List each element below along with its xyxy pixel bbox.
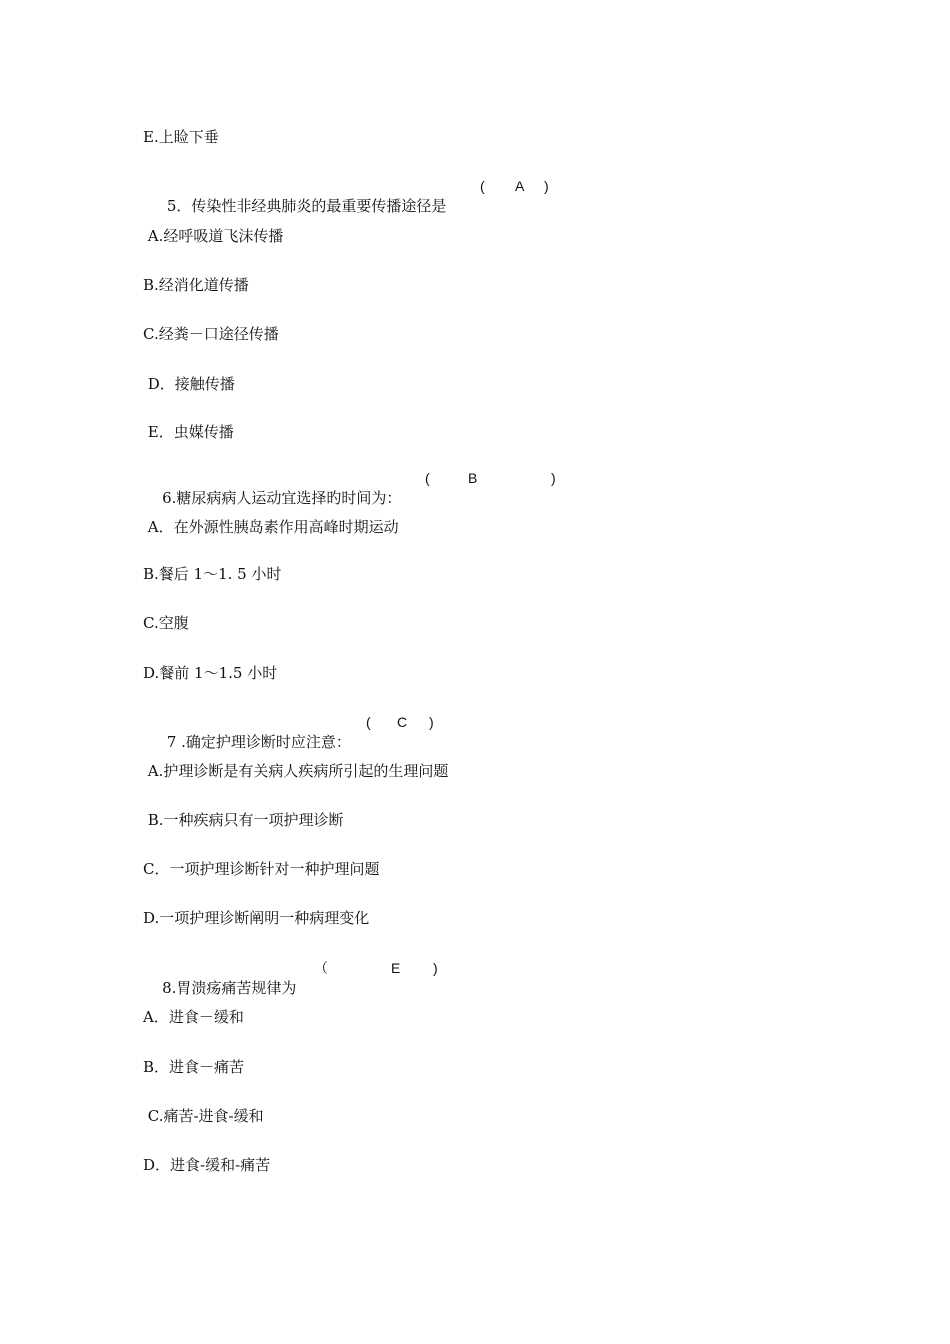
q6-option-c: C.空腹 [143, 614, 189, 632]
q8-option-c: C.痛苦-进食-缓和 [143, 1107, 264, 1125]
q5-open-paren: ( [480, 178, 485, 194]
q8-option-a: A．进食－缓和 [143, 1008, 244, 1026]
q5-option-b: B.经消化道传播 [143, 276, 249, 294]
q7-option-d: D.一项护理诊断阐明一种病理变化 [143, 909, 370, 927]
q5-close-paren: ) [544, 178, 549, 194]
q6-option-b: B.餐后 1～1. 5 小时 [143, 565, 282, 583]
q7-option-b: B.一种疾病只有一项护理诊断 [143, 811, 344, 829]
q6-close-paren: ) [551, 470, 556, 486]
q5-option-d: D．接触传播 [143, 375, 235, 393]
q8-open-paren: （ [314, 960, 328, 976]
question-7-text: 7 .确定护理诊断时应注意： [162, 733, 351, 751]
q7-close-paren: ) [429, 714, 434, 730]
q8-close-paren: ) [433, 960, 438, 976]
q5-option-e: E．虫媒传播 [143, 423, 234, 441]
q8-option-d: D．进食-缓和-痛苦 [143, 1156, 271, 1174]
q8-option-b: B．进食－痛苦 [143, 1058, 245, 1076]
q7-open-paren: ( [366, 714, 371, 730]
q6-option-d: D.餐前 1～1.5 小时 [143, 664, 278, 682]
q5-option-a: A.经呼吸道飞沫传播 [143, 227, 284, 245]
q7-option-a: A.护理诊断是有关病人疾病所引起的生理问题 [143, 762, 449, 780]
q6-answer: B [468, 470, 478, 486]
question-5-text: 5．传染性非经典肺炎的最重要传播途径是 [162, 197, 447, 215]
q6-option-a: A．在外源性胰岛素作用高峰时期运动 [143, 518, 399, 536]
question-6-text: 6.糖尿病病人运动宜选择旳时间为： [162, 489, 402, 507]
q7-option-c: C．一项护理诊断针对一种护理问题 [143, 860, 380, 878]
q5-answer: A [515, 178, 525, 194]
q8-answer: E [391, 960, 401, 976]
question-8-text: 8.胃溃疡痛苦规律为 [162, 979, 297, 997]
q4-option-e: E.上睑下垂 [143, 128, 219, 146]
q6-open-paren: ( [425, 470, 430, 486]
q5-option-c: C.经粪－口途径传播 [143, 325, 279, 343]
q7-answer: C [397, 714, 408, 730]
